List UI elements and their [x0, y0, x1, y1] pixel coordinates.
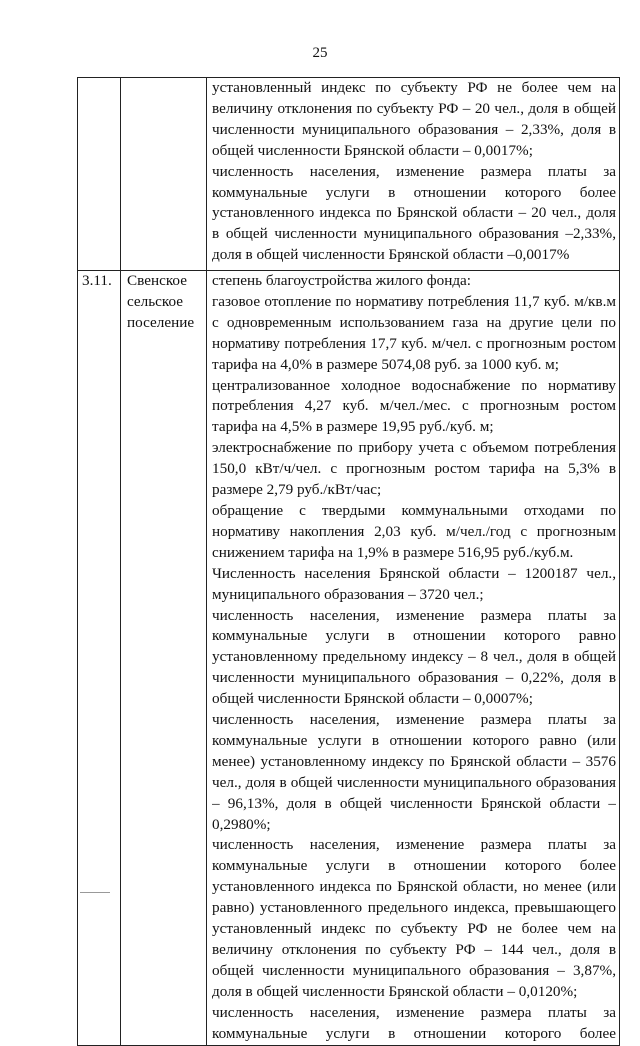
municipality-name-cell [121, 271, 207, 1046]
description-line: численность населения, изменение размера платы за [212, 162, 616, 180]
description-line: обращение с твердыми коммунальными отходами по [212, 501, 616, 519]
document-table [77, 77, 620, 1046]
description-line: величину отклонения по субъекту РФ – 20 чел., доля в общей [212, 99, 616, 117]
description-line: общей численности Брянской области – 0,0007%; [212, 690, 533, 708]
description-line: снижением тарифа на 1,9% в размере 516,95 руб./куб.м. [212, 543, 574, 561]
description-line: Численность населения Брянской области – 1200187 чел., [212, 564, 616, 582]
municipality-name-line: поселение [127, 313, 195, 331]
description-line: доля в общей численности Брянской области –0,0017% [212, 246, 570, 264]
table-row [78, 78, 620, 271]
description-line: 150,0 кВт/ч/чел. с прогнозным ростом тарифа на 5,3% в [212, 460, 616, 478]
description-line: доля в общей численности Брянской области – 0,0120%; [212, 982, 578, 1000]
description-line: тарифа на 4,5% в размере 19,95 руб./куб. м; [212, 418, 494, 436]
footer-divider [80, 892, 110, 893]
description-cell [207, 271, 620, 1046]
description-line: менее) установленному индексу по Брянской области – 3576 [212, 752, 616, 770]
description-line: размере 2,79 руб./кВт/час; [212, 481, 382, 499]
row-number-cell [78, 78, 121, 271]
description-line: – 96,13%, доля в общей численности Брянской области – [212, 794, 616, 812]
description-line: с одновременным использованием газа на другие цели по [212, 313, 616, 331]
description-line: коммунальные услуги в отношении которого более [212, 1024, 616, 1042]
description-line: численность населения, изменение размера платы за [212, 1003, 616, 1021]
description-line: установленному предельному индексу – 8 чел., доля в общей [212, 648, 616, 666]
description-line: нормативу накопления 2,03 куб. м/чел./год с прогнозным [212, 522, 616, 540]
description-line: чел., доля в общей численности муниципального образования [212, 773, 616, 791]
description-line: установленный индекс по субъекту РФ не более чем на [212, 79, 616, 96]
description-line: коммунальные услуги в отношении которого равно [212, 627, 616, 645]
description-line: степень благоустройства жилого фонда: [212, 272, 472, 289]
row-number-cell [78, 271, 121, 1046]
description-line: общей численности муниципального образования – 3,87%, [212, 961, 616, 979]
description-line: газовое отопление по нормативу потребления 11,7 куб. м/кв.м [212, 292, 616, 310]
description-line: установленного индекса по Брянской области, но менее (или [212, 878, 616, 896]
description-line: коммунальные услуги в отношении которого более [212, 183, 616, 201]
description-line: потребления 4,27 куб. м/чел./мес. с прогнозным ростом [212, 397, 616, 415]
description-cell [207, 78, 620, 271]
row-number: 3.11. [82, 272, 112, 289]
description-line: численности муниципального образования – 0,22%, доля в [212, 669, 616, 687]
description-line: численность населения, изменение размера платы за [212, 836, 616, 854]
description-line: численности муниципального образования – 2,33%, доля в [212, 120, 616, 138]
description-line: в общей численности муниципального образования –2,33%, [212, 225, 616, 243]
description-line: установленного индекса по Брянской области – 20 чел., доля [212, 204, 616, 222]
description-line: 0,2980%; [212, 815, 271, 833]
table-row [78, 271, 620, 1046]
description-line: коммунальные услуги в отношении которого равно (или [212, 731, 616, 749]
description-line: численность населения, изменение размера платы за [212, 606, 616, 624]
description-line: равно) установленного предельного индекса, превышающего [212, 899, 616, 917]
description-line: общей численности Брянской области – 0,0017%; [212, 141, 533, 159]
municipality-name-line: сельское [127, 292, 184, 310]
page-number: 25 [312, 45, 328, 61]
description-line: нормативу потребления 17,7 куб. м/чел. с прогнозным ростом [212, 334, 616, 352]
description-line: централизованное холодное водоснабжение по нормативу [212, 376, 616, 394]
description-line: численность населения, изменение размера платы за [212, 711, 616, 729]
description-line: муниципального образования – 3720 чел.; [212, 585, 484, 603]
municipality-name-cell [121, 78, 207, 271]
description-line: тарифа на 4,0% в размере 5074,08 руб. за 1000 куб. м; [212, 355, 560, 373]
municipality-name-line: Свенское [127, 272, 187, 289]
description-line: величину отклонения по субъекту РФ – 144 чел., доля в [212, 941, 616, 958]
document-table-body [78, 78, 620, 1046]
description-line: коммунальные услуги в отношении которого более [212, 857, 616, 875]
description-line: установленный индекс по субъекту РФ не более чем на [212, 920, 616, 938]
description-line: электроснабжение по прибору учета с объемом потребления [212, 439, 616, 457]
